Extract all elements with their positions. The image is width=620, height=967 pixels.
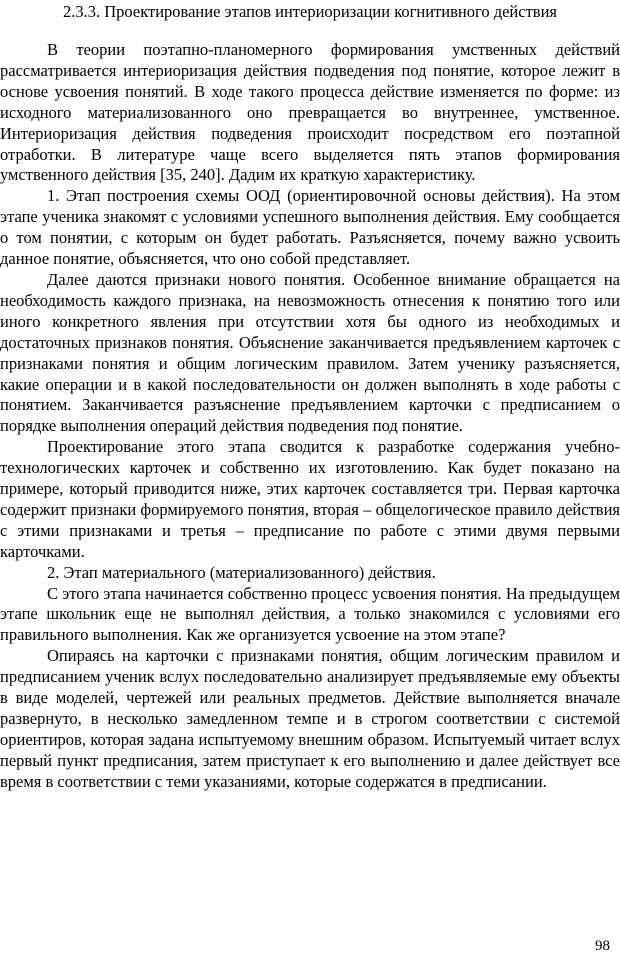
- paragraph-design: Проектирование этого этапа сводится к разработке содержания учебно-технологических карточек и собственно их изготовлению. Как будет показано на примере, который приводится ниже, этих карточек составляется три. Первая карточка содержит признаки формируемого понятия, вторая – общелогическое правило действия с этими признаками и третья – предписание по работе с этими двумя первыми карточками.: [0, 437, 620, 561]
- page-number: 98: [595, 938, 610, 954]
- section-heading: 2.3.3. Проектирование этапов интериоризации когнитивного действия: [63, 2, 557, 21]
- paragraph-stage-2-start: С этого этапа начинается собственно процесс усвоения понятия. На предыдущем этапе школьник еще не выполнял действия, а только знакомился с условиями его правильного выполнения. Как же организуется усвоение на этом этапе?: [0, 583, 620, 645]
- paragraph-intro: В теории поэтапно-планомерного формирования умственных действий рассматривается интериоризация действия подведения под понятие, которое лежит в основе усвоения понятий. В ходе такого процесса действие изменяется по форме: из исходного материализованного оно превращается во внутреннее, умственное. Интериоризация действия подведения происходит посредством его поэтапной отработки. В литературе чаще всего выделяется пять этапов формирования умственного действия [35, 240]. Дадим их краткую характеристику.: [0, 40, 620, 185]
- body-text: [0, 40, 620, 793]
- paragraph-analysis: Опираясь на карточки с признаками понятия, общим логическим правилом и предписанием ученик вслух последовательно анализирует предъявляемые ему объекты в виде моделей, чертежей или реальных предметов. Действие выполняется вначале развернуто, в несколько замедленном темпе и в строгом соответствии с системой ориентиров, которая задана испытуемому внешним образом. Испытуемый читает вслух первый пункт предписания, затем приступает к его выполнению и далее действует все время в соответствии с теми указаниями, которые содержатся в предписании.: [0, 646, 620, 791]
- paragraph-stage-1: 1. Этап построения схемы ООД (ориентировочной основы действия). На этом этапе ученика знакомят с условиями успешного выполнения действия. Ему сообщается о том понятии, с которым он будет работать. Разъясняется, почему важно усвоить данное понятие, объясняется, что оно собой представляет.: [0, 186, 620, 269]
- paragraph-stage-2: 2. Этап материального (материализованного) действия.: [47, 562, 436, 582]
- paragraph-features: Далее даются признаки нового понятия. Особенное внимание обращается на необходимость каждого признака, на невозможность отнесения к понятию того или иного конкретного явления при отсутствии хотя бы одного из необходимых и достаточных признаков понятия. Объяснение заканчивается предъявлением карточек с признаками понятия и общим логическим правилом. Затем ученику разъясняется, какие операции и в какой последовательности он должен выполнять в ходе работы с понятием. Заканчивается разъяснение предъявлением карточки с предписанием о порядке выполнения операций действия подведения под понятие.: [0, 269, 620, 436]
